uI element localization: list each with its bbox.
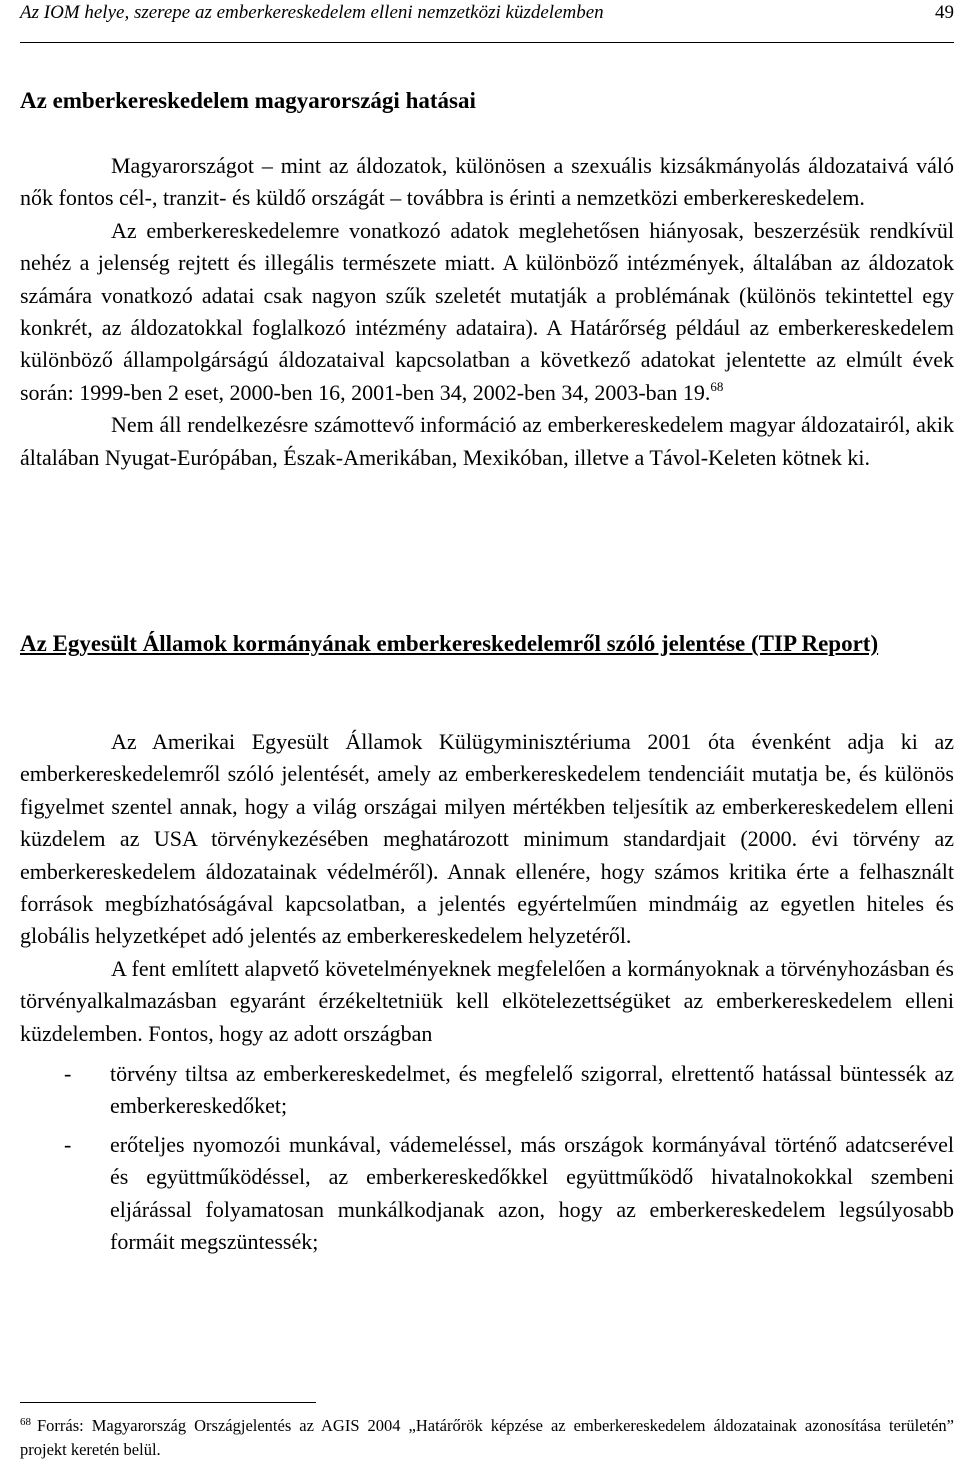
list-item-text: törvény tiltsa az emberkereskedelmet, és megfelelő szigorral, elrettentő hatással büntessék az emberkereskedőket; [110,1061,954,1119]
paragraph-text: Az emberkereskedelemre vonatkozó adatok meglehetősen hiányosak, beszerzésük rendkívül nehéz a jelenség rejtett és illegális természete miatt. A különböző intézmények, általában az áldozatok számára vonatkozó adatai csak nagyon szűk szeletét mutatják a problémának (különös tekintettel egy konkrét, az áldozatokkal foglalkozó intézmény adataira). A Határőrség például az emberkereskedelem különböző állampolgárságú áldozataival kapcsolatban a következő adatokat jelentette az elmúlt évek során: 1999-ben 2 eset, 2000-ben 16, 2001-ben 34, 2002-ben 34, 2003-ban 19. [20,217,954,405]
page-number: 49 [935,2,954,23]
paragraph: Az Amerikai Egyesült Államok Külügyminisztériuma 2001 óta évenként adja ki az emberkereskedelemről szóló jelentését, amely az emberkereskedelem tendenciáit mutatja be, és különös figyelmet szentel annak, hogy a világ országai milyen mértékben teljesítik az emberkereskedelem elleni küzdelem az USA törvénykezésében meghatározott minimum standardjait (2000. évi törvény az emberkereskedelem áldozatainak védelméről). Annak ellenére, hogy számos kritika érte a felhasznált források megbízhatóságával kapcsolatban, a jelentés egyértelműen mindmáig az egyetlen hiteles és globális helyzetképet adó jelentés az emberkereskedelem helyzetéről. [20,729,954,949]
requirements-list [20,1058,954,1258]
running-header-title: Az IOM helye, szerepe az emberkereskedelem elleni nemzetközi küzdelemben [20,2,604,23]
footnote [20,1414,954,1462]
section-body-tip-report [20,726,954,1265]
paragraph-statistics [20,215,954,409]
footnote-text: Forrás: Magyarország Országjelentés az AGIS 2004 „Határőrök képzése az emberkereskedelem áldozatainak azonosítása területén” projekt keretén belül. [20,1416,954,1459]
paragraph: A fent említett alapvető követelményeknek megfelelően a kormányoknak a törvényhozásban és törvényalkalmazásban egyaránt érzékeltetniük kell elkötelezettségüket az emberkereskedelem elleni küzdelemben. Fontos, hogy az adott országban [20,955,954,1046]
header-divider [20,42,954,43]
dash-bullet: - [64,1131,72,1157]
dash-bullet: - [64,1061,72,1087]
section-title-hungary-effects: Az emberkereskedelem magyarországi hatásai [20,88,476,113]
list-item-text: erőteljes nyomozói munkával, vádemeléssel, más országok kormányával történő adatcserével és együttműködéssel, az emberkereskedőkkel együttműködő hivatalnokokkal szembeni eljárással folyamatosan munkálkodjanak azon, hogy az emberkereskedelem legsúlyosabb formáit megszüntessék; [110,1131,954,1255]
document-page [20,0,954,1459]
section-title-tip-report: Az Egyesült Államok kormányának emberkereskedelemről szóló jelentése (TIP Report) [20,631,879,656]
footnote-reference[interactable]: 68 [710,378,724,394]
section-body-hungary-effects [20,150,954,474]
list-item [20,1129,954,1259]
footnote-number: 68 [20,1416,31,1428]
list-item [20,1058,954,1123]
running-header [20,0,954,34]
footnote-divider [20,1402,316,1403]
paragraph: Magyarországot – mint az áldozatok, különösen a szexuális kizsákmányolás áldozataivá váló nők fontos cél-, tranzit- és küldő országát – továbbra is érinti a nemzetközi emberkereskedelem. [20,153,954,211]
paragraph: Nem áll rendelkezésre számottevő információ az emberkereskedelem magyar áldozatairól, akik általában Nyugat-Európában, Észak-Amerikában, Mexikóban, illetve a Távol-Keleten kötnek ki. [20,412,954,470]
